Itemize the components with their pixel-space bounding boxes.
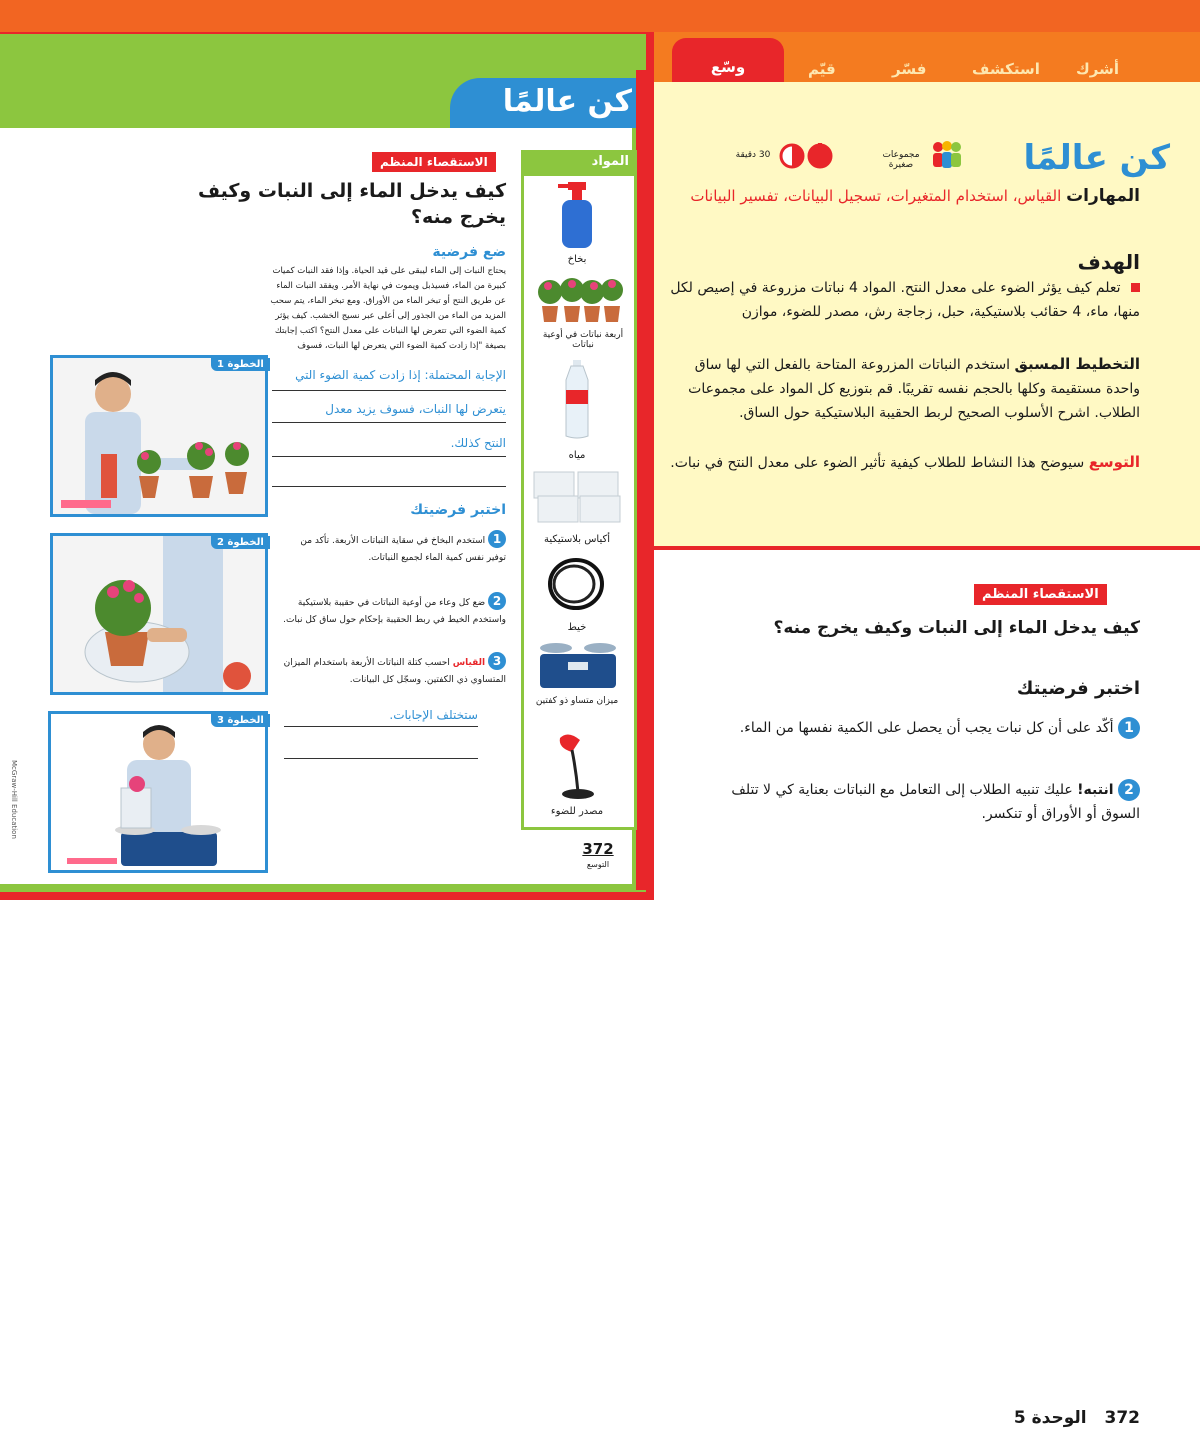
teacher-step-2-text: عليك تنبيه الطلاب إلى التعامل مع النباتات بعناية كي لا تتلف السوق أو الأوراق أو تنكسر. <box>731 782 1140 822</box>
balance-scale-icon <box>536 640 620 690</box>
goal-block <box>668 276 1140 324</box>
teacher-title: كن عالمًا <box>1023 138 1170 178</box>
student-step-3-label: القياس <box>452 658 486 668</box>
writing-line <box>284 758 478 759</box>
skills-text: القياس، استخدام المتغيرات، تسجيل البيانات، تفسير البيانات <box>690 187 1062 205</box>
writing-line <box>272 486 506 487</box>
extend-block <box>668 450 1140 475</box>
step-number-1: 1 <box>1118 717 1140 739</box>
skills-label: المهارات <box>1066 186 1140 206</box>
student-step-3 <box>282 652 506 689</box>
group-icon <box>930 140 964 170</box>
answer-line-1: الإجابة المحتملة: إذا زادت كمية الضوء التي <box>295 368 506 382</box>
material-label-plants: أربعة نباتات في أوعية نباتات <box>542 330 624 350</box>
footer-page: 372 <box>1104 1408 1140 1428</box>
step-photo-2-tag: الخطوة 2 <box>211 536 270 549</box>
teacher-step-1-text: أكّد على أن كل نبات يجب أن يحصل على الكمية نفسها من الماء. <box>739 720 1114 736</box>
answer-line-3: النتح كذلك. <box>450 436 506 450</box>
teacher-step-1 <box>690 716 1140 740</box>
water-bottle-icon <box>562 360 592 440</box>
time-label: 30 دقيقة <box>735 150 771 160</box>
bagging-plant-illustration <box>53 536 265 692</box>
planning-label: التخطيط المسبق <box>1014 355 1140 373</box>
planning-block <box>668 352 1140 425</box>
answer-line-4: ستختلف الإجابات. <box>389 708 478 722</box>
student-step-3-text: احسب كتلة النباتات الأربعة باستخدام الميزان المتساوي ذي الكفتين. وسجّل كل البيانات. <box>283 658 506 685</box>
student-step-1 <box>282 530 506 567</box>
string-icon <box>546 556 606 612</box>
top-band <box>0 0 1200 32</box>
step-number-1: 1 <box>488 530 506 548</box>
bullet-square-icon <box>1131 283 1140 292</box>
material-label-water: مياه <box>568 450 586 461</box>
tab-extend[interactable]: وسّع <box>672 38 784 84</box>
boy-watering-plants-illustration <box>53 358 265 514</box>
student-question: كيف يدخل الماء إلى النبات وكيف يخرج منه؟ <box>198 180 506 228</box>
material-label-spray: بخاخ <box>567 254 587 265</box>
student-title: كن عالمًا <box>502 84 632 119</box>
student-page-number: 372 <box>582 840 614 858</box>
writing-line <box>272 390 506 391</box>
materials-lead: المواد <box>862 280 897 296</box>
footer <box>1010 1408 1140 1428</box>
writing-line <box>284 726 478 727</box>
student-inquiry-tag: الاستقصاء المنظم <box>372 152 496 172</box>
material-label-bags: أكياس بلاستيكية <box>543 534 611 545</box>
groups-label: مجموعات صغيرة <box>882 150 920 170</box>
hypothesis-text: يحتاج النبات إلى الماء ليبقى على قيد الحياة. وإذا فقد النبات كميات كبيرة من الماء، فسيذبل ويموت في نهاية الأمر. ويفقد النبات الماء عن طريق النتح أو تبخر الماء من الأوراق. ومع تبخر الماء، يتم سحب المزيد من الماء من الجذور إلى أعلى عبر نسيج الخشب. كيف يؤثر كمية الضوء التي تتعرض لها النباتات على معدل النتح؟ اكتب إجابتك بصيغة "إذا زادت كمية الضوء التي يتعرض لها النبات، فسوف <box>270 266 506 351</box>
material-label-scale: ميزان متساو ذو كفتين <box>535 696 619 706</box>
teacher-step-2 <box>690 778 1140 826</box>
student-step-2 <box>282 592 506 629</box>
tab-explore[interactable]: استكشف <box>972 60 1040 78</box>
student-page-sub: التوسع <box>586 860 610 869</box>
plastic-bags-icon <box>530 466 624 526</box>
step-photo-3 <box>48 711 268 873</box>
student-test-heading: اختبر فرضيتك <box>410 502 506 518</box>
student-page-edge <box>636 70 646 890</box>
teacher-step-2-label: انتبه! <box>1077 782 1114 798</box>
materials-heading: المواد <box>521 150 637 176</box>
planning-text: استخدم النباتات المزروعة المتاحة بالفعل التي لها ساق واحدة مستقيمة وكلها بالحجم نفسه تقريبًا. قم بتوزيع كل المواد على مجموعات الطلاب. اشرح الأسلوب الصحيح لربط الحقيبة البلاستيكية حول الساق. <box>688 357 1140 421</box>
footer-unit: الوحدة 5 <box>1013 1408 1087 1428</box>
teacher-inquiry-question: كيف يدخل الماء إلى النبات وكيف يخرج منه؟ <box>773 618 1140 638</box>
potted-plants-icon <box>536 276 624 326</box>
tab-evaluate[interactable]: قيّم <box>808 60 836 78</box>
step-photo-1-tag: الخطوة 1 <box>211 358 270 371</box>
student-step-2-text: ضع كل وعاء من أوعية النباتات في حقيبة بلاستيكية واستخدم الخيط في ربط الحقيبة بإحكام حول ساق كل نبات. <box>283 598 506 625</box>
tab-engage[interactable]: أشرك <box>1076 60 1119 78</box>
material-label-lamp: مصدر للضوء <box>550 806 604 817</box>
materials-text: 4 نباتات مزروعة في إصيص لكل منها، ماء، 4 حقائب بلاستيكية، حبل، زجاجة رش، مصدر للضوء، موازن <box>670 280 1140 320</box>
material-label-string: خيط <box>567 622 587 633</box>
writing-line <box>272 456 506 457</box>
step-number-3: 3 <box>488 652 506 670</box>
lamp-icon <box>550 730 604 800</box>
spray-bottle-icon <box>552 180 602 250</box>
goal-text: تعلم كيف يؤثر الضوء على معدل النتح. <box>900 280 1121 296</box>
teacher-test-heading: اختبر فرضيتك <box>1016 678 1140 699</box>
skills-block <box>668 184 1140 208</box>
answer-line-2: يتعرض لها النبات، فسوف يزيد معدل <box>325 402 506 416</box>
teacher-inquiry-tag: الاستقصاء المنظم <box>974 584 1107 605</box>
hypothesis-heading: ضع فرضية <box>432 244 506 260</box>
step-number-2: 2 <box>1118 779 1140 801</box>
time-icon <box>778 142 834 170</box>
extend-label: التوسع <box>1088 453 1140 471</box>
extend-text: سيوضح هذا النشاط للطلاب كيفية تأثير الضوء على معدل النتح في نبات. <box>670 455 1085 471</box>
student-step-1-text: استخدم البخاخ في سقاية النباتات الأربعة. تأكد من توفير نفس كمية الماء لجميع النباتات. <box>300 536 506 563</box>
step-photo-1 <box>50 355 268 517</box>
writing-line <box>272 422 506 423</box>
step-number-2: 2 <box>488 592 506 610</box>
weighing-plant-illustration <box>51 714 265 870</box>
side-credit: McGraw-Hill Education <box>10 760 18 839</box>
step-photo-3-tag: الخطوة 3 <box>211 714 270 727</box>
goal-heading: الهدف <box>1077 250 1140 274</box>
tab-explain[interactable]: فسّر <box>892 60 927 78</box>
step-photo-2 <box>50 533 268 695</box>
